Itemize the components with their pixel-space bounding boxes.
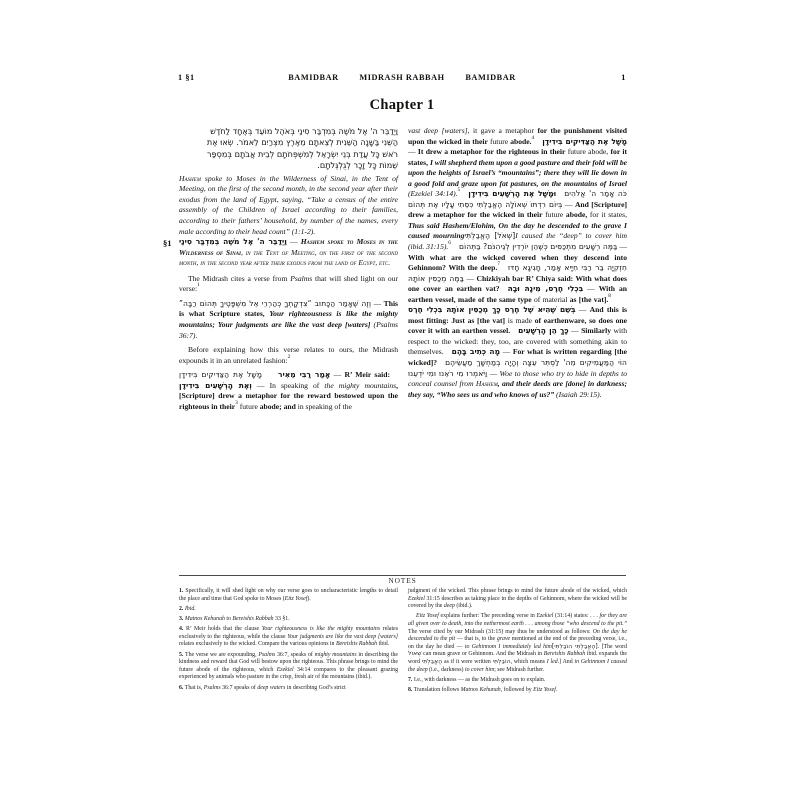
footnote-source: Eitz Yosef	[533, 686, 556, 693]
footnote-text: to	[224, 615, 233, 622]
attribution-rmeir: R’ Meir said:	[344, 370, 390, 380]
hebrew-word: שְׁאוֹל	[408, 651, 422, 658]
text-run: And this is most fitting:	[408, 305, 628, 325]
footnote-text: The verse cited by our Midrash (31:15) may thus be understood as follows:	[408, 628, 593, 635]
em-dash: —	[286, 237, 301, 247]
footnote-number: 3.	[179, 615, 184, 622]
text-run: future abode,	[565, 147, 611, 157]
running-head-word-1: BAMIDBAR	[288, 73, 339, 82]
footnote-source: Ezekiel	[408, 595, 425, 602]
footnote-text: explains further: The preceding verse in	[438, 613, 537, 620]
text-run: drew a metaphor for the righteous in their	[423, 147, 566, 157]
footnote-number: 1.	[179, 588, 184, 594]
footnote-text: mentioned at the end of the preceding verse, i.e., on the day he died —	[408, 636, 628, 650]
text-run: that will shed light on our verse:	[179, 273, 398, 294]
divine-name: Hashem	[179, 173, 201, 183]
footnote-quote: deep	[443, 603, 455, 610]
section-headline-rest: , in the Tent of Meeting, on the first of the second month, in the second year after their exodus from the land of Egypt, etc.	[179, 247, 398, 268]
hebrew-lemma: וּמָשָׁל אֶת הָרְשָׁעִים בִּידִידָן	[468, 189, 557, 199]
hebrew-word: הֶאֱבַלְתִּי	[421, 658, 443, 665]
hebrew-quote: מָשָׁל אֶת הַצַּדִּיקִים בִּידִידָן	[179, 370, 263, 380]
footnote-text: .	[555, 686, 558, 693]
footnote-text: R’ Meir holds that the clause	[183, 626, 262, 633]
hebrew-lemma: וַיְדַבֵּר ה' אֶל מֹשֶׁה בְּמִדְבַּר סִינַי	[179, 237, 287, 247]
footnote-item	[408, 687, 627, 695]
footnote-text: (ibid.).	[454, 603, 473, 610]
paragraph-scripture-states: וְזֶה שֶׁאָמַר הַכָּתוּב “צִדְקָתְךָ כְּהַרְרֵי אֵל מִשְׁפָּטֶיךָ תְּהוֹם רַבָּה” — This is what Scripture states, Your righteousness is like the mighty mountains; Your judgments are like the vast deep [waters] (Psalms 36:7).	[179, 298, 399, 340]
text-run: of the same type	[477, 294, 534, 304]
hebrew-quote: חִזְקִיָּה בַּר רַבִּי חִיָּיא אָמַר, חָגִיגָא חָדּוּ בַּמֶּה מְכַסִּין אוֹתָהּ	[408, 263, 627, 283]
text-run: With what are the wicked covered when they descend into Gehinnom? With the deep.	[408, 252, 627, 273]
phrase-mighty-mountains: the mighty mountains	[324, 380, 397, 390]
quoted-verse-isaiah-tail: , and their deeds are [done] in darkness; they say, “Who sees us and who knows of us?”	[408, 379, 627, 399]
footnote-quote: to Gehinnom I immediately led him	[464, 643, 552, 650]
footnote-quote: to cover him	[464, 666, 495, 673]
footnote-item	[179, 652, 398, 682]
footnote-number: 4.	[179, 626, 184, 633]
footnote-ref[interactable]: 5	[457, 187, 461, 194]
scripture-verse-hebrew	[179, 126, 398, 172]
section-1-opening	[179, 237, 398, 269]
hebrew-lemma: כָּךְ הֵן הָרְשָׁעִים	[518, 326, 569, 336]
footnote-number: 5.	[179, 651, 184, 658]
footnote-item	[179, 606, 398, 614]
text-run: they, too, are covered with something akin to themselves.	[408, 336, 627, 357]
text-run: for it states,	[589, 210, 627, 220]
footnote-number: 6.	[179, 684, 184, 691]
footnote-quote: On the day he descended to the pit	[408, 628, 627, 643]
footnote-source: Ezekiel	[536, 613, 554, 620]
text-run: And [Scripture] drew a metaphor for the wicked in their	[408, 199, 628, 220]
verse-line: רֹאשׁ כָּל עֲדַת בְּנֵי יִשְׂרָאֵל לְמִשְׁפְּחֹתָם לְבֵית אֲבֹתָם בְּמִסְפַּר	[206, 148, 398, 159]
phrase-vast-deep: vast deep [waters]	[408, 126, 468, 135]
verse-citation: (Psalms 36:7).	[179, 320, 399, 340]
footnote-item	[179, 588, 398, 603]
footnote-text: relates exclusively to the righteous, while the clause	[179, 626, 398, 640]
text-run: as [the vat].	[569, 294, 609, 304]
divine-name: Hashem	[475, 379, 498, 389]
footnote-text: (i.e., darkness)	[427, 666, 465, 673]
verse-line: שֵׁמוֹת כָּל זָכָר לְגֻלְגְּלֹתָם.	[317, 160, 398, 171]
text-run: , it gave a metaphor	[467, 126, 538, 135]
scripture-verse-translation	[179, 174, 398, 238]
footnote-text: 36:7 speaks of	[220, 684, 258, 691]
footnote-source: Bereishis Rabbah	[335, 641, 378, 648]
footnote-text: . [The word	[597, 643, 627, 650]
footnote-number: 8.	[408, 686, 413, 693]
quoted-verse-ezekiel: I will shepherd them upon a good pasture and their fold will be upon the heights of Israel’s “mountains”; there they will lie down in a good fold and graze upon fat pastures, on the mountains of Israel	[408, 157, 627, 188]
footnote-source: Bereishis Rabbah	[543, 651, 586, 658]
footnote-text: , which means	[510, 658, 547, 665]
footnote-text: , followed by	[500, 686, 534, 693]
footnote-text: Translation follows	[412, 686, 461, 693]
footnote-item	[408, 613, 627, 674]
footnote-text: 31:15 describes as taking place in the depths of Gehinnom, where the wicked will be covered by the	[408, 595, 627, 610]
footnote-ref[interactable]: 8	[608, 292, 611, 299]
verse-line: וַיְדַבֵּר ה' אֶל מֹשֶׁה בְּמִדְבַּר סִינַי בְּאֹהֶל מוֹעֵד בְּאֶחָד לַחֹדֶשׁ	[210, 126, 398, 136]
footnote-number: 7.	[408, 676, 413, 683]
footnote-source: Matnos Kehunah	[460, 686, 501, 693]
footnote-quote: I led	[546, 658, 558, 665]
footnote-text: in describing the kindness and reward that God will bestow upon the righteous. This phrase brings to mind the future abode of the righteous, which	[179, 651, 398, 673]
footnote-text: The verse we are expounding,	[183, 651, 259, 658]
book-name-psalms: Psalms	[290, 273, 313, 283]
footnote-item	[408, 677, 627, 685]
text-run: Before explaining how this verse relates to ours, the Midrash expounds it in an unrelated fashion:	[179, 345, 398, 365]
attribution-chizkiyah: Chizkiyah bar R’ Chiya said: With what does one cover an earthen vat?	[408, 273, 627, 294]
footnote-quote: deep waters	[257, 684, 286, 691]
section-headline-main: Hashem spoke to Moses in the Wilderness of Sinai	[179, 237, 398, 257]
text-run: future	[542, 210, 566, 220]
text-run: in speaking of the	[295, 401, 352, 411]
footnote-text: as if it were written	[442, 658, 493, 665]
body-column-left	[163, 126, 399, 412]
footnote-item	[179, 626, 398, 649]
footnote-text: ).	[307, 595, 311, 602]
footnote-text: ibid. expands the word	[408, 651, 627, 665]
footnote-source: Eitz Yosef	[284, 595, 308, 602]
paragraph-vast-deep: vast deep [waters], it gave a metaphor for the punishment visited upon the wicked in their future abode.$^4$ מָשָׁל אֶת הַצַּדִּיקִים בִּידִידָן — It drew a metaphor for the righteous in their future abode, for it states, I will shepherd them upon a good pasture and their fold will be upon the heights of Israel’s “mountains”; there they will lie down in a good fold and graze upon fat pastures, on the mountains of Israel (Ezekiel 34:14).$^5$ וּמָשָׁל אֶת הָרְשָׁעִים בִּידִידָן כֹּה אָמַר ה' אֱלֹהִים בְּיוֹם רִדְתּוֹ שְׁאוֹלָה הֶאֱבַלְתִּי כִּסֵּתִי עָלָיו אֶת תְּהוֹם — And [Scripture] drew a metaphor for the wicked in their future abode, for it states, Thus said Hashem/Elohim, On the day he descended to the grave I caused mourning[שְׁאֹל] הֶאֱבַלְתִּיI caused the “deep” to cover him (ibid. 31:15).$^6$ בַּמֶּה רְשָׁעִים מִתְכַּסִּים כְּשֶׁהֵן יוֹרְדִין לְגֵיהִנֹּם? בַּתְּהוֹם — With what are the wicked covered when they descend into Gehinnom? With the deep.$^7$ חִזְקִיָּה בַּר רַבִּי חִיָּיא אָמַר, חָגִיגָא חָדּוּ בַּמֶּה מְכַסִּין אוֹתָהּ — Chizkiyah bar R’ Chiya said: With what does one cover an earthen vat? בִּכְלִי חֶרֶס, מִינָהּ וּבָהּ — With an earthen vessel, made of the same type of material as [the vat].$^8$בְּשֵׁם שֶׁהִיא שֶׁל חֶרֶס כָּךְ מְכַסִּין אוֹתָהּ בִּכְלִי חֶרֶס — And this is most fitting: Just as [the vat] is made of earthenware, so does one cover it with an earthen vessel. כָּךְ הֵן הָרְשָׁעִים — Similarly with respect to the wicked: they, too, are covered with something akin to themselves. מָה כְּתִיב בָּהֶם — For what is written regarding [the wicked]? הוֹי הַמַּעֲמִיקִים מֵה' לַסְתִּר עֵצָה וְהָיָה בְמַחְשָׁךְ מַעֲשֵׂיהֶם וַיֹּאמְרוּ מִי רֹאֵנוּ וּמִי יֹדְעֵנוּ — Woe to those who try to hide in depths to conceal counsel from Hashem, and their deeds are [done] in darkness; they say, “Who sees us and who knows of us?” (Isaiah 29:15).	[408, 126, 628, 399]
hebrew-word: הוֹבַלְתִּי	[492, 658, 511, 665]
footnote-quote: for they are all given over to death, into the nethermost earth . . . among those “who descend to the pit.”	[408, 613, 627, 627]
quoted-verse: Your righteousness is like the mighty mountains; Your judgments are like the vast deep [waters]	[179, 309, 398, 330]
text-run: , [Scripture] drew a metaphor for the reward bestowed upon the righteous in their	[179, 380, 399, 411]
quoted-verse-ezekiel-2: Thus said Hashem/Elohim, On the day he descended to the grave I caused mourning	[408, 220, 627, 241]
hebrew-gloss: [שְׁאֹל] הֶאֱבַלְתִּי	[464, 231, 516, 241]
footnote-text: can mean grave or Gehinnom. And the Midrash in	[421, 651, 544, 658]
footnote-source: Eitz Yosef	[416, 613, 439, 620]
text-run: of earthenware, so does one cover it with an earthen vessel.	[408, 315, 627, 336]
quoted-verse-tail: I caused the “deep” to cover him	[515, 231, 627, 241]
paragraph-midrash-cites	[179, 274, 398, 295]
text-run: For what is written regarding [the wicked]?	[408, 347, 627, 368]
paragraph-before-explaining	[179, 345, 398, 366]
quoted-verse-isaiah: Woe to those who try to hide in depths to conceal counsel from	[408, 368, 627, 389]
hebrew-quote: בַּמֶּה רְשָׁעִים מִתְכַּסִּים כְּשֶׁהֵן יוֹרְדִין לְגֵיהִנֹּם? בַּתְּהוֹם	[459, 242, 618, 252]
text-run: with respect to the wicked:	[408, 326, 627, 346]
footnote-source: Matnos Kehunah	[183, 615, 225, 622]
hebrew-lemma: מָה כְּתִיב בָּהֶם	[451, 347, 501, 357]
footnote-continuation	[408, 588, 627, 611]
body-column-right	[408, 126, 627, 400]
footnote-text: Specifically, it will shed light on why our verse goes to uncharacteristic lengths to detail the place and time that God spoke to Moses (	[179, 588, 398, 602]
text-run: future	[487, 136, 511, 146]
text-run: abode.	[510, 136, 532, 146]
hebrew-lemma: מָשָׁל אֶת הַצַּדִּיקִים בִּידִידָן	[542, 136, 627, 146]
hebrew-quote: הוֹי הַמַּעֲמִיקִים מֵה' לַסְתִּר עֵצָה וְהָיָה בְמַחְשָׁךְ מַעֲשֵׂיהֶם וַיֹּאמְרוּ מִי רֹאֵנוּ וּמִי יֹדְעֵנוּ	[408, 358, 627, 378]
running-head-word-2: MIDRASH RABBAH	[359, 73, 445, 82]
footnote-quote: Your righteousness is like the mighty mountains	[261, 626, 381, 633]
footnote-ref[interactable]: 6	[448, 240, 451, 247]
footnote-text: relates exclusively to the wicked. Compare the various opinions in	[179, 641, 336, 648]
footnote-text: 33 §1.	[273, 615, 290, 622]
footnote-quote: grave	[496, 636, 511, 643]
footnote-source: Psalms	[258, 651, 276, 658]
footnote-source: Ibid.	[183, 605, 196, 612]
verse-line: הַשֵּׁנִי בַּשָּׁנָה הַשֵּׁנִית לְצֵאתָם מֵאֶרֶץ מִצְרַיִם לֵאמֹר. שְׂאוּ אֶת	[206, 137, 398, 148]
hebrew-lemma: וְאֶת הָרְשָׁעִים בִּידִידָן	[179, 380, 252, 390]
footnote-text: in describing God’s strict	[285, 684, 346, 691]
running-head-word-3: BAMIDBAR	[465, 73, 516, 82]
footnote-source: Ezekiel	[276, 666, 294, 673]
hebrew-attribution: אָמַר רַבִּי מֵאִיר	[278, 370, 331, 380]
text-run: It	[417, 147, 424, 157]
notes-column-right	[408, 588, 627, 697]
footnote-quote: Your judgments are like the vast deep [waters]	[287, 633, 398, 640]
verse-citation: (Ezekiel 34:14).	[408, 189, 458, 199]
text-run: for the punishment visited upon the wicked in their	[408, 126, 627, 146]
folio-right: 1	[621, 73, 626, 82]
footnote-text: ibid.	[377, 641, 390, 648]
chapter-title: Chapter 1	[369, 97, 435, 113]
verse-citation: (ibid. 31:15).	[408, 242, 449, 252]
running-head	[178, 73, 626, 87]
footnote-quote: mighty mountains	[314, 651, 357, 658]
translation-lead: This is what Scripture states,	[179, 298, 399, 319]
footnote-text: 36:7, speaks of	[275, 651, 315, 658]
footnote-item	[179, 685, 398, 693]
text-run: for it states,	[408, 147, 627, 167]
footnote-text: ; see Midrash further.	[494, 666, 545, 673]
footnote-item	[179, 616, 398, 624]
verse-citation: (Isaiah 29:15).	[554, 389, 602, 399]
footnote-text: — that is, to the	[455, 636, 497, 643]
text-run: The Midrash cites a verse from	[188, 273, 291, 283]
footnote-text: I.e., with darkness — as the Midrash goes on to explain.	[412, 676, 546, 683]
footnote-ref[interactable]: 1	[197, 282, 200, 289]
footnote-ref[interactable]: 7	[497, 261, 500, 268]
footnote-source: Bereishis Rabbah	[232, 615, 274, 622]
notes-column-left	[179, 588, 398, 695]
hebrew-quote: וְזֶה שֶׁאָמַר הַכָּתוּב “צִדְקָתְךָ כְּהַרְרֵי אֵל מִשְׁפָּטֶיךָ תְּהוֹם רַבָּה”	[179, 298, 372, 308]
footnote-text: That is,	[183, 684, 204, 691]
text-run: Just as [the vat]	[451, 315, 508, 325]
hebrew-lemma: בִּכְלִי חֶרֶס, מִינָהּ וּבָהּ	[507, 284, 584, 294]
folio-left: 1 §1	[178, 73, 195, 82]
text-run: In speaking of	[269, 380, 325, 390]
section-1-block	[163, 237, 398, 269]
footnote-text: 34:14 compares to the pleasant grazing experienced by animals who pasture in the crisp, fresh air of the mountains (ibid.).	[179, 666, 398, 681]
verse-translation-body: spoke to Moses in the Wilderness of Sinai, in the Tent of Meeting, on the first of the second month, in the second year after their exodus from the land of Egypt, saying, “Take a census of the entire assembly of the Children of Israel according to their families, according to their fathers’ household, by number of the names, every male according to their head count” (1:1-2).	[179, 173, 398, 236]
hebrew-gloss: [הֶאֱבַלְתִּי הוֹבַלְתִּי]	[551, 643, 598, 650]
footnote-text: judgment of the wicked. This phrase brings to mind the future abode of the wicked, which	[408, 588, 627, 594]
section-number: §1	[163, 237, 172, 248]
text-run: Similarly	[581, 326, 614, 336]
text-run: future	[237, 401, 258, 411]
notes-heading: NOTES	[388, 576, 417, 585]
footnote-ref[interactable]: 3	[235, 399, 238, 406]
text-run: of material	[533, 294, 570, 304]
hebrew-quote: כֹּה אָמַר ה' אֱלֹהִים בְּיוֹם רִדְתּוֹ שְׁאוֹלָה הֶאֱבַלְתִּי כִּסֵּתִי עָלָיו אֶת תְּהוֹם	[408, 189, 628, 209]
hebrew-lemma: בְּשֵׁם שֶׁהִיא שֶׁל חֶרֶס כָּךְ מְכַסִּין אוֹתָהּ בִּכְלִי חֶרֶס	[408, 305, 576, 315]
footnote-ref[interactable]: 4	[531, 134, 535, 141]
footnote-source: Psalms	[203, 684, 221, 691]
paragraph-rmeir: מָשָׁל אֶת הַצַּדִּיקִים בִּידִידָן אָמַר רַבִּי מֵאִיר — R’ Meir said:וְאֶת הָרְשָׁעִים בִּידִידָן — In speaking of the mighty mountains, [Scripture] drew a metaphor for the reward bestowed upon the righteous in their$^3$ future abode; and in speaking of the	[179, 370, 399, 411]
text-run: is made	[507, 315, 535, 325]
footnote-quote: in Gehinnom I caused the deep	[408, 658, 627, 673]
text-run: abode; and	[257, 401, 296, 411]
footnote-number: 2.	[179, 605, 184, 612]
running-head-center	[178, 73, 626, 82]
footnote-text: .] And	[557, 658, 575, 665]
text-run: abode,	[565, 210, 590, 220]
footnote-text: (31:14) states: . . .	[553, 613, 600, 620]
footnote-ref[interactable]: 2	[287, 353, 291, 360]
text-run: With an earthen vessel, made	[408, 284, 627, 304]
